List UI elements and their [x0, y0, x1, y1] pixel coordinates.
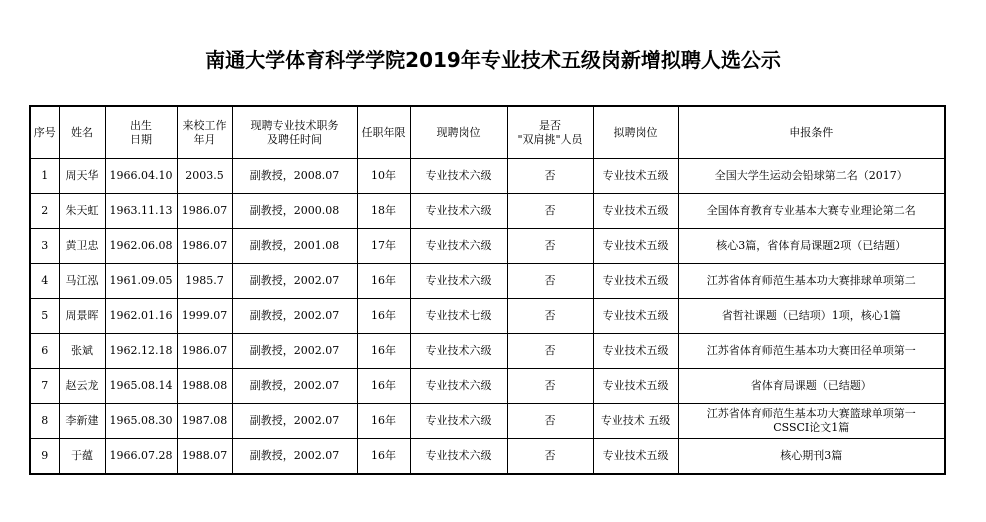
cell-years: 10年: [357, 159, 410, 194]
cell-current-post: 专业技术六级: [410, 264, 507, 299]
cell-current-title: 副教授，2002.07: [232, 299, 357, 334]
table-row: [30, 229, 945, 264]
cell-proposed-post: 专业技术五级: [593, 264, 678, 299]
cell-years: 16年: [357, 369, 410, 404]
cell-years: 18年: [357, 194, 410, 229]
cell-start-date: 2003.5: [177, 159, 232, 194]
cell-qualifications: 核心3篇，省体育局课题2项（已结题）: [678, 229, 945, 264]
cell-proposed-post: 专业技术五级: [593, 229, 678, 264]
cell-birth-date: 1962.12.18: [105, 334, 177, 369]
cell-proposed-post: 专业技术五级: [593, 299, 678, 334]
cell-birth-date: 1963.11.13: [105, 194, 177, 229]
cell-qualifications: 核心期刊3篇: [678, 439, 945, 475]
cell-qualifications: 全国体育教育专业基本大赛专业理论第二名: [678, 194, 945, 229]
cell-name: 张斌: [59, 334, 105, 369]
cell-start-date: 1987.08: [177, 404, 232, 439]
cell-current-post: 专业技术六级: [410, 404, 507, 439]
cell-qualifications: 江苏省体育师范生基本功大赛排球单项第二: [678, 264, 945, 299]
cell-proposed-post: 专业技术五级: [593, 334, 678, 369]
cell-birth-date: 1966.04.10: [105, 159, 177, 194]
cell-birth-date: 1966.07.28: [105, 439, 177, 475]
cell-index: 7: [30, 369, 59, 404]
header-dual-role: 是否 "双肩挑"人员: [507, 106, 593, 159]
table-row: [30, 439, 945, 475]
cell-current-title: 副教授，2000.08: [232, 194, 357, 229]
cell-birth-date: 1961.09.05: [105, 264, 177, 299]
cell-dual-role: 否: [507, 264, 593, 299]
cell-start-date: 1999.07: [177, 299, 232, 334]
cell-current-title: 副教授，2008.07: [232, 159, 357, 194]
cell-proposed-post: 专业技术五级: [593, 439, 678, 475]
cell-dual-role: 否: [507, 439, 593, 475]
cell-name: 马江泓: [59, 264, 105, 299]
cell-years: 16年: [357, 439, 410, 475]
header-current-post: 现聘岗位: [410, 106, 507, 159]
table-row: [30, 264, 945, 299]
cell-name: 李新建: [59, 404, 105, 439]
cell-qualifications: 江苏省体育师范生基本功大赛田径单项第一: [678, 334, 945, 369]
cell-birth-date: 1965.08.30: [105, 404, 177, 439]
cell-name: 赵云龙: [59, 369, 105, 404]
cell-index: 1: [30, 159, 59, 194]
cell-start-date: 1986.07: [177, 334, 232, 369]
cell-index: 2: [30, 194, 59, 229]
cell-index: 6: [30, 334, 59, 369]
header-index: 序号: [30, 106, 59, 159]
cell-index: 3: [30, 229, 59, 264]
cell-birth-date: 1962.01.16: [105, 299, 177, 334]
cell-start-date: 1986.07: [177, 194, 232, 229]
cell-dual-role: 否: [507, 229, 593, 264]
table-row: [30, 369, 945, 404]
cell-qualifications: 江苏省体育师范生基本功大赛篮球单项第一 CSSCI论文1篇: [678, 404, 945, 439]
cell-name: 于蕴: [59, 439, 105, 475]
header-years: 任职年限: [357, 106, 410, 159]
cell-current-title: 副教授，2002.07: [232, 369, 357, 404]
table-row: [30, 404, 945, 439]
header-current-title: 现聘专业技术职务 及聘任时间: [232, 106, 357, 159]
cell-qualifications: 省体育局课题（已结题）: [678, 369, 945, 404]
cell-current-post: 专业技术六级: [410, 369, 507, 404]
table-row: [30, 334, 945, 369]
cell-years: 16年: [357, 334, 410, 369]
cell-name: 周景晖: [59, 299, 105, 334]
table-header-row: [30, 106, 945, 159]
cell-start-date: 1988.08: [177, 369, 232, 404]
cell-current-title: 副教授，2001.08: [232, 229, 357, 264]
cell-current-post: 专业技术六级: [410, 159, 507, 194]
cell-current-post: 专业技术六级: [410, 194, 507, 229]
cell-current-post: 专业技术六级: [410, 439, 507, 475]
cell-current-post: 专业技术六级: [410, 334, 507, 369]
cell-index: 8: [30, 404, 59, 439]
cell-name: 周天华: [59, 159, 105, 194]
header-start-date: 来校工作 年月: [177, 106, 232, 159]
table-row: [30, 159, 945, 194]
cell-proposed-post: 专业技术五级: [593, 194, 678, 229]
cell-index: 4: [30, 264, 59, 299]
cell-dual-role: 否: [507, 299, 593, 334]
table-row: [30, 299, 945, 334]
cell-proposed-post: 专业技术五级: [593, 159, 678, 194]
cell-dual-role: 否: [507, 194, 593, 229]
cell-birth-date: 1965.08.14: [105, 369, 177, 404]
cell-qualifications: 全国大学生运动会铅球第二名（2017）: [678, 159, 945, 194]
cell-dual-role: 否: [507, 334, 593, 369]
cell-birth-date: 1962.06.08: [105, 229, 177, 264]
header-name: 姓名: [59, 106, 105, 159]
cell-dual-role: 否: [507, 159, 593, 194]
cell-current-title: 副教授，2002.07: [232, 334, 357, 369]
header-birth-date: 出生 日期: [105, 106, 177, 159]
cell-start-date: 1985.7: [177, 264, 232, 299]
page-title: 南通大学体育科学学院2019年专业技术五级岗新增拟聘人选公示: [205, 48, 781, 72]
cell-qualifications: 省哲社课题（已结项）1项，核心1篇: [678, 299, 945, 334]
cell-index: 5: [30, 299, 59, 334]
candidate-table: [29, 105, 946, 475]
cell-proposed-post: 专业技术 五级: [593, 404, 678, 439]
header-qualifications: 申报条件: [678, 106, 945, 159]
cell-index: 9: [30, 439, 59, 475]
cell-current-title: 副教授，2002.07: [232, 404, 357, 439]
cell-current-title: 副教授，2002.07: [232, 439, 357, 475]
cell-start-date: 1986.07: [177, 229, 232, 264]
cell-current-post: 专业技术六级: [410, 229, 507, 264]
header-proposed-post: 拟聘岗位: [593, 106, 678, 159]
cell-name: 朱天虹: [59, 194, 105, 229]
table-body: [30, 159, 945, 475]
cell-years: 16年: [357, 264, 410, 299]
cell-years: 16年: [357, 299, 410, 334]
table-row: [30, 194, 945, 229]
cell-dual-role: 否: [507, 404, 593, 439]
cell-name: 黄卫忠: [59, 229, 105, 264]
cell-current-post: 专业技术七级: [410, 299, 507, 334]
cell-years: 16年: [357, 404, 410, 439]
cell-dual-role: 否: [507, 369, 593, 404]
cell-start-date: 1988.07: [177, 439, 232, 475]
cell-years: 17年: [357, 229, 410, 264]
cell-proposed-post: 专业技术五级: [593, 369, 678, 404]
cell-current-title: 副教授，2002.07: [232, 264, 357, 299]
